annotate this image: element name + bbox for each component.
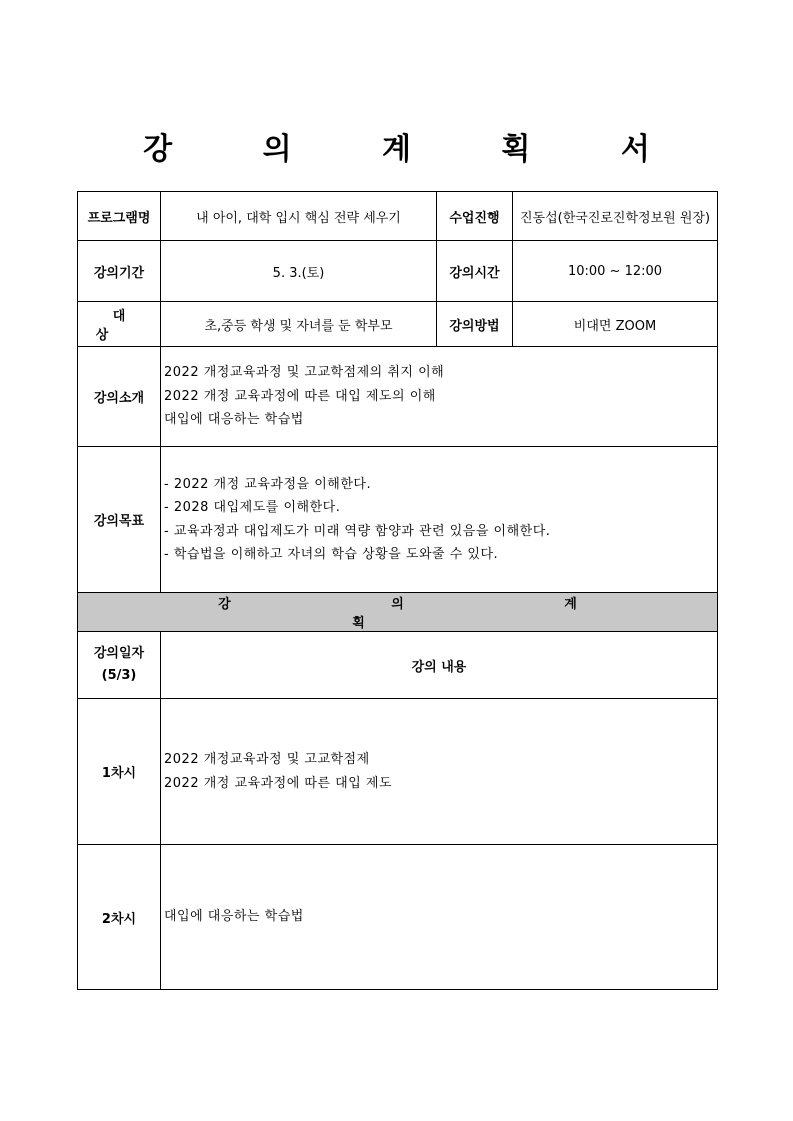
period-row bbox=[78, 241, 718, 302]
session-1-content bbox=[161, 699, 718, 845]
intro-label: 강의소개 bbox=[78, 347, 161, 447]
date-label bbox=[78, 632, 161, 699]
plan-section-row bbox=[78, 593, 718, 632]
time-label: 강의시간 bbox=[437, 241, 513, 302]
session-row-2 bbox=[78, 845, 718, 990]
program-value: 내 아이, 대학 입시 핵심 전략 세우기 bbox=[161, 192, 437, 241]
goal-line: - 학습법을 이해하고 자녀의 학습 상황을 도와줄 수 있다. bbox=[164, 547, 499, 562]
session-2-content bbox=[161, 845, 718, 990]
goal-content bbox=[161, 447, 718, 593]
plan-section-title: 강 의 계 획 bbox=[78, 593, 718, 632]
time-value: 10:00 ~ 12:00 bbox=[513, 241, 718, 302]
conduct-value: 진동섭(한국진로진학정보원 원장) bbox=[513, 192, 718, 241]
intro-line: 대입에 대응하는 학습법 bbox=[164, 412, 304, 428]
session-line: 2022 개정 교육과정에 따른 대입 제도 bbox=[164, 775, 392, 791]
goal-line: - 2028 대입제도를 이해한다. bbox=[164, 500, 341, 515]
method-value: 비대면 ZOOM bbox=[513, 302, 718, 347]
intro-line: 2022 개정교육과정 및 고교학점제의 취지 이해 bbox=[164, 365, 445, 381]
session-line: 대입에 대응하는 학습법 bbox=[164, 909, 304, 925]
lecture-plan-table bbox=[77, 191, 718, 990]
period-label: 강의기간 bbox=[78, 241, 161, 302]
goal-row bbox=[78, 447, 718, 593]
target-value: 초,중등 학생 및 자녀를 둔 학부모 bbox=[161, 302, 437, 347]
date-label-line1: 강의일자 bbox=[93, 646, 145, 661]
intro-row bbox=[78, 347, 718, 447]
document-title: 강 의 계 획 서 bbox=[143, 132, 690, 167]
intro-content bbox=[161, 347, 718, 447]
session-2-label: 2차시 bbox=[78, 845, 161, 990]
session-row-1 bbox=[78, 699, 718, 845]
content-label: 강의 내용 bbox=[161, 632, 718, 699]
plan-header-row bbox=[78, 632, 718, 699]
target-row bbox=[78, 302, 718, 347]
session-1-label: 1차시 bbox=[78, 699, 161, 845]
period-value: 5. 3.(토) bbox=[161, 241, 437, 302]
intro-line: 2022 개정 교육과정에 따른 대입 제도의 이해 bbox=[164, 388, 436, 404]
goal-line: - 2022 개정 교육과정을 이해한다. bbox=[164, 476, 372, 492]
goal-label: 강의목표 bbox=[78, 447, 161, 593]
target-label: 대 상 bbox=[78, 302, 161, 347]
program-row bbox=[78, 192, 718, 241]
program-label: 프로그램명 bbox=[78, 192, 161, 241]
session-line: 2022 개정교육과정 및 고교학점제 bbox=[164, 752, 370, 767]
method-label: 강의방법 bbox=[437, 302, 513, 347]
conduct-label: 수업진행 bbox=[437, 192, 513, 241]
date-label-line2: (5/3) bbox=[101, 668, 137, 683]
goal-line: - 교육과정과 대입제도가 미래 역량 함양과 관련 있음을 이해한다. bbox=[164, 523, 551, 539]
